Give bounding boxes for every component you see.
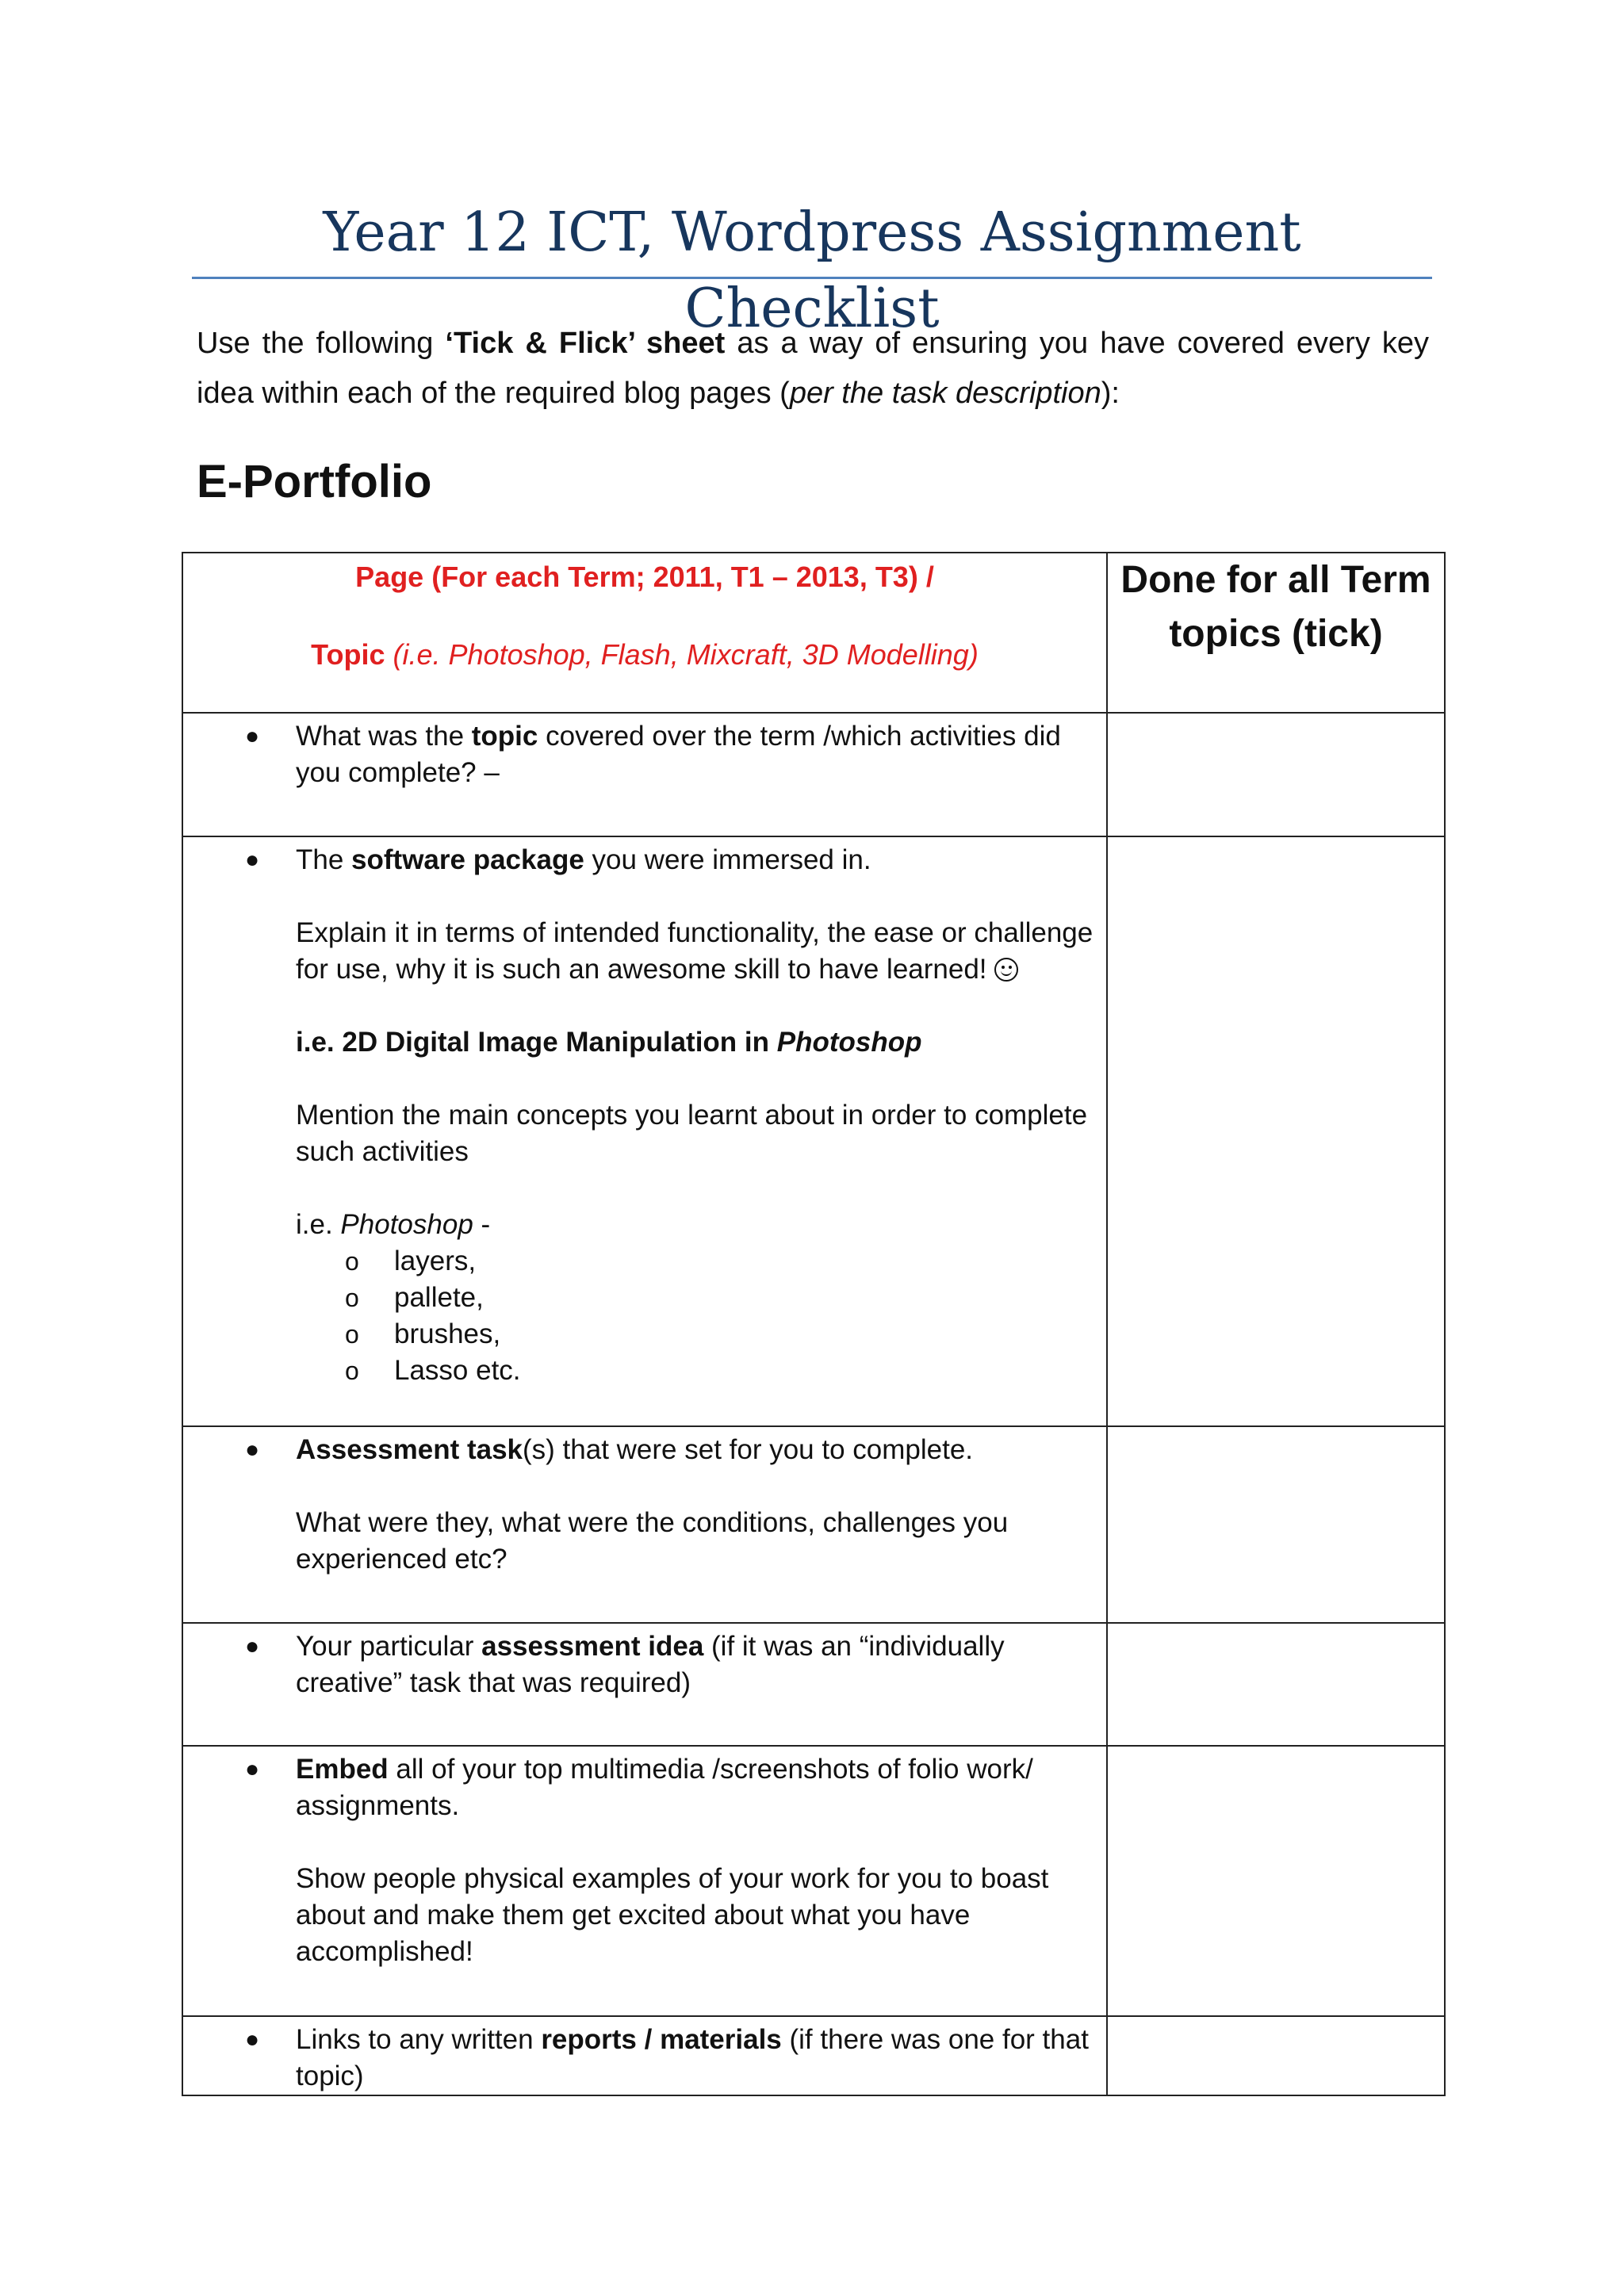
row-software-explain — [296, 915, 1098, 988]
text-bold: topic — [471, 721, 538, 752]
table-header-row — [182, 553, 1445, 713]
row-assessment-task — [182, 1426, 1107, 1623]
sub-list-item — [296, 1280, 1098, 1316]
circle-bullet-icon: o — [345, 1320, 359, 1349]
text-run: - — [473, 1209, 491, 1240]
row-embed-detail: Show people physical examples of your work for you to boast about and make them get excited about what you have accomplished! — [296, 1863, 1049, 1967]
text-run: What was the — [296, 721, 472, 752]
table-row — [182, 836, 1445, 1426]
bullet-icon: ● — [245, 2026, 260, 2053]
bullet-icon: ● — [245, 723, 260, 749]
header-page-topic — [182, 553, 1107, 713]
circle-bullet-icon: o — [345, 1247, 359, 1276]
sub-item-text: brushes, — [394, 1318, 501, 1349]
table-row — [182, 2016, 1445, 2095]
header-page-label: Page (For each Term; 2011, T1 – 2013, T3) / — [355, 561, 934, 593]
text-bold-italic: Photoshop — [776, 1027, 922, 1058]
table-row — [182, 1426, 1445, 1623]
header-topic-label — [183, 636, 1106, 674]
row-software-concepts: Mention the main concepts you learnt about in order to complete such activities — [296, 1100, 1088, 1167]
row-assessment-idea — [182, 1623, 1107, 1746]
text-bold: Embed — [296, 1754, 389, 1785]
tick-cell[interactable] — [1107, 713, 1445, 836]
circle-bullet-icon: o — [345, 1357, 359, 1385]
bullet-icon: ● — [245, 1437, 260, 1463]
row-links-text — [296, 2022, 1098, 2095]
list-item — [183, 1427, 1106, 1578]
sub-item-text: layers, — [394, 1246, 477, 1276]
text-run: Explain it in terms of intended functionality, the ease or challenge for use, why it is such an awesome skill to have learned! — [296, 917, 1094, 985]
tick-cell[interactable] — [1107, 1746, 1445, 2016]
header-done-column: Done for all Term topics (tick) — [1107, 553, 1445, 713]
sub-item-text: pallete, — [394, 1282, 484, 1313]
text-run: i.e. — [296, 1209, 341, 1240]
intro-bold: ‘Tick & Flick’ sheet — [445, 327, 726, 360]
sub-item-text: Lasso etc. — [394, 1355, 521, 1386]
tick-cell[interactable] — [1107, 2016, 1445, 2095]
row-software-text — [296, 842, 1098, 878]
list-item — [183, 2017, 1106, 2095]
bullet-icon: ● — [245, 847, 260, 873]
row-embed — [182, 1746, 1107, 2016]
tick-cell[interactable] — [1107, 1623, 1445, 1746]
row-links — [182, 2016, 1107, 2095]
text-italic: Photoshop — [340, 1209, 473, 1240]
header-topic-examples: (i.e. Photoshop, Flash, Mixcraft, 3D Modelling) — [385, 638, 979, 671]
checklist-table — [182, 552, 1446, 2096]
list-item — [183, 714, 1106, 791]
header-topic-word: Topic — [311, 638, 385, 671]
row-assessment-text — [296, 1432, 1098, 1468]
text-run: you were immersed in. — [584, 844, 871, 875]
text-bold: reports / materials — [541, 2024, 782, 2055]
table-row — [182, 1623, 1445, 1746]
text-run: (if there was one for that topic) — [296, 2024, 1089, 2091]
smiley-icon — [994, 958, 1018, 982]
text-run: (s) that were set for you to complete. — [523, 1434, 974, 1465]
sub-list-item — [296, 1243, 1098, 1280]
sub-list-item — [296, 1316, 1098, 1353]
text-run: covered over the term /which activities did you complete? – — [296, 721, 1061, 788]
table-row — [182, 1746, 1445, 2016]
table-row — [182, 713, 1445, 836]
list-item — [183, 1747, 1106, 1970]
list-item — [183, 1624, 1106, 1701]
row-software-package — [182, 836, 1107, 1426]
tick-cell[interactable] — [1107, 836, 1445, 1426]
text-bold: i.e. 2D Digital Image Manipulation in — [296, 1027, 777, 1058]
row-topic — [182, 713, 1107, 836]
title-underline — [192, 277, 1432, 279]
text-run: (if it was an “individually creative” task that was required) — [296, 1631, 1005, 1698]
row-idea-text — [296, 1628, 1098, 1701]
text-bold: assessment idea — [481, 1631, 704, 1662]
intro-suffix: ): — [1101, 377, 1120, 410]
sub-list-item — [296, 1353, 1098, 1389]
text-run: Links to any written — [296, 2024, 542, 2055]
text-run: Your particular — [296, 1631, 482, 1662]
row-software-example — [296, 1024, 1098, 1061]
text-run: The — [296, 844, 352, 875]
intro-italic: per the task description — [789, 377, 1101, 410]
list-item — [183, 837, 1106, 1389]
row-assessment-detail: What were they, what were the conditions, challenges you experienced etc? — [296, 1507, 1009, 1575]
intro-middle: as a way of ensuring you have covered every key idea within each of the required blog pages ( — [197, 327, 1429, 410]
intro-prefix: Use the following — [197, 327, 446, 360]
row-embed-text — [296, 1751, 1098, 1824]
row-software-ie — [296, 1207, 1098, 1243]
text-bold: Assessment task — [296, 1434, 523, 1465]
text-run: all of your top multimedia /screenshots of folio work/ assignments. — [296, 1754, 1033, 1821]
row-topic-text — [296, 718, 1098, 791]
tick-cell[interactable] — [1107, 1426, 1445, 1623]
bullet-icon: ● — [245, 1756, 260, 1782]
intro-paragraph — [197, 319, 1429, 419]
bullet-icon: ● — [245, 1633, 260, 1659]
circle-bullet-icon: o — [345, 1284, 359, 1312]
section-heading: E-Portfolio — [197, 456, 432, 507]
document-title: Year 12 ICT, Wordpress Assignment Checklist — [323, 201, 1301, 340]
text-bold: software package — [351, 844, 584, 875]
